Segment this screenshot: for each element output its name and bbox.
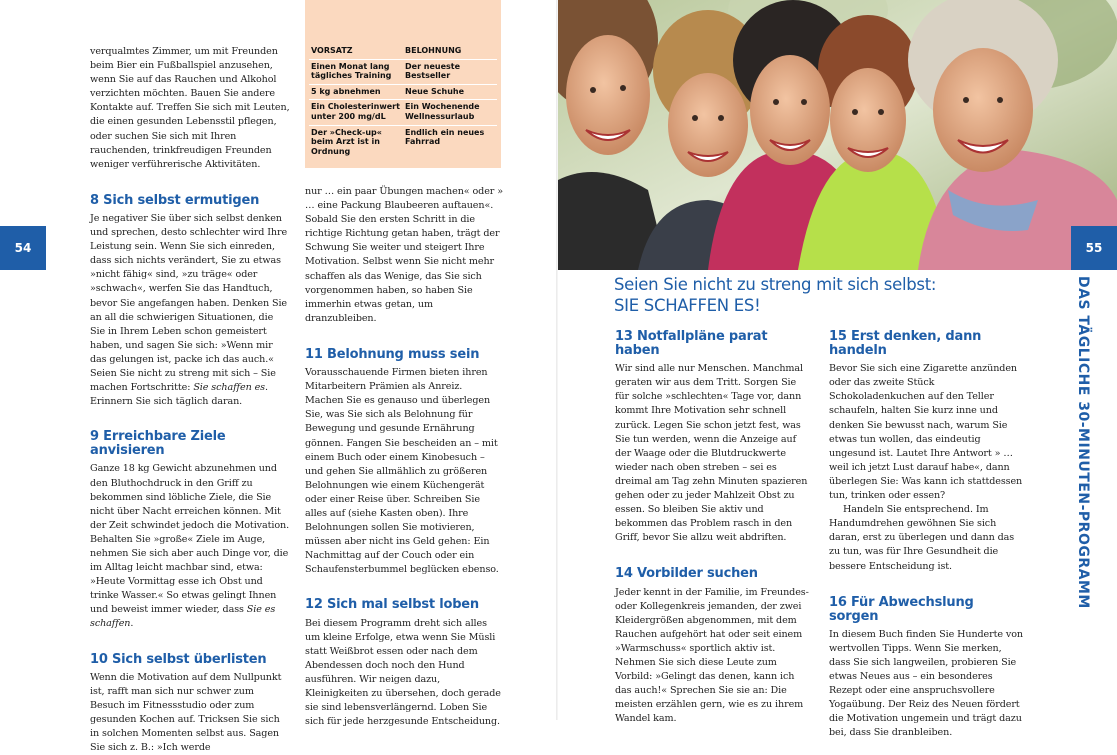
section-14-heading: 14 Vorbilder suchen [615,566,758,582]
continuation-paragraph: nur … ein paar Übungen machen« oder » … eine Packung Blaubeeren auftauen«. Sobald Sie den ersten Schritt in die richtige Richtung getan haben, trägt der Schwung Sie weiter und steigert Ihre Motivation. Selbst wenn Sie nicht mehr schaffen als das Wenige, das Sie sich vorgenommen haben, so haben Sie immerhin etwas getan, um dranzubleiben. [305,186,504,324]
chapter-title-text: DAS TÄGLICHE 30-MINUTEN-PROGRAMM [1075,276,1091,609]
table-row [309,125,497,159]
section-8-text: Je negativer Sie über sich selbst denken und sprechen, desto schlechter wird Ihre Leistung sein. Wenn Sie sich einreden, dass sich nichts verändert, Sie zu etwas »nicht fähig« sind, »zu träge« oder »schwach«, werfen Sie das Handtuch, bevor Sie angefangen haben. Denken Sie an all die schwierigen Situationen, die Sie in Ihrem Leben schon gemeistert haben, und sagen Sie sich: »Wenn mir das gelungen ist, packe ich das auch.« Seien Sie nicht zu streng mit sich – Sie machen Fortschritte: Sie schaffen es. Erinnern Sie sich täglich daran. [90,212,288,408]
section-13-text: Wir sind alle nur Menschen. Manchmal geraten wir aus dem Tritt. Sorgen Sie für solche »schlechten« Tage vor, dann kommt Ihre Motivation sehr schnell zurück. Legen Sie schon jetzt fest, was Sie tun werden, wenn die Anzeige auf der Waage oder die Blutdruckwerte wieder nach oben streben – sei es dreimal am Tag zehn Minuten spazieren gehen oder zu jeder Mahlzeit Obst zu essen. So bleiben Sie aktiv und bekommen das Problem rasch in den Griff, bevor Sie allzu weit abdriften. [615,363,808,544]
goal-cell: Der »Check-up« beim Arzt ist in Ordnung [311,127,382,156]
goal-cell: 5 kg abnehmen [309,84,403,100]
reward-cell: Ein Wochenende Wellnessurlaub [403,100,497,125]
section-10-text: Wenn die Motivation auf dem Nullpunkt ist, rafft man sich nur schwer zum Besuch im Fitnessstudio oder zum gesunden Kochen auf. Tricksen Sie sich in solchen Momenten selbst aus. Sagen Sie sich z. B.: »Ich werde [90,671,282,754]
table-row [309,59,497,84]
table-row [309,84,497,100]
section-12-text: Bei diesem Programm dreht sich alles um kleine Erfolge, etwa wenn Sie Müsli statt Weißbrot essen oder nach dem Abendessen doch noch den Hund ausführen. Wir neigen dazu, Kleinigkeiten zu übersehen, doch gerade sie sind lebensverlängernd. Loben Sie sich für jede herzgesunde Entscheidung. [305,617,501,728]
left-page [0,0,558,754]
section-15-heading: 15 Erst denken, dann handeln [829,329,982,359]
tagline-line-1: Seien Sie nicht zu streng mit sich selbst: [614,275,937,294]
goal-cell: Einen Monat lang tägliches Training [309,59,403,84]
section-11-text: Vorausschauende Firmen bieten ihren Mitarbeitern Prämien als Anreiz. Machen Sie es genauso und überlegen Sie, was Sie sich als Belohnung für Bewegung und gesunde Ernährung gönnen. Fangen Sie bescheiden an – mit einem Buch oder einem Kinobesuch – und gehen Sie allmählich zu größeren Belohnungen wie einem Küchengerät oder einer Reise über. Schreiben Sie alles auf (siehe Kasten oben). Ihre Belohnungen sollen Sie motivieren, müssen aber nicht ins Geld gehen: Ein Nachmittag auf der Couch oder ein Schaufensterbummel beglücken ebenso. [305,367,499,576]
section-15-text-2: Handeln Sie entsprechend. Im Handumdrehen gewöhnen Sie sich daran, erst zu überlegen und dann das zu tun, was für Ihre Gesundheit die bessere Entscheidung ist. [829,504,1015,572]
intro-paragraph: verqualmtes Zimmer, um mit Freunden beim Bier ein Fußballspiel anzusehen, wenn Sie auf das Rauchen und Alkohol verzichten möchten. Bauen Sie andere Kontakte auf. Treffen Sie sich mit Leuten, die einen gesunden Lebensstil pflegen, oder suchen Sie sich mit Ihren rauchenden, trinkfreudigen Freunden weniger verführerische Aktivitäten. [90,46,290,170]
section-16-text: In diesem Buch finden Sie Hunderte von wertvollen Tipps. Wenn Sie merken, dass Sie sich langweilen, probieren Sie etwas Neues aus – ein besonderes Rezept oder eine anspruchsvollere Yogaübung. Der Reiz des Neuen fördert die Motivation ungemein und trägt dazu bei, dass Sie dranbleiben. [829,628,1023,739]
reward-table [309,44,497,159]
section-16-heading: 16 Für Abwechslung sorgen [829,594,974,624]
section-8-heading: 8 Sich selbst ermutigen [90,192,260,208]
reward-cell: Endlich ein neues Fahrrad [405,127,485,147]
left-column-2 [305,185,503,729]
section-15-text: Bevor Sie sich eine Zigarette anzünden oder das zweite Stück Schokoladenkuchen auf den Teller schaufeln, halten Sie kurz inne und denken Sie bewusst nach, warum Sie etwas tun wollen, das eindeutig ungesund ist. Lautet Ihre Antwort » … weil ich jetzt Lust darauf habe«, dann überlegen Sie: Was kann ich stattdessen tun, trinken oder essen? [829,363,1023,502]
women-group-illustration [558,0,1117,270]
chapter-title-vertical [1075,276,1095,609]
tagline-line-2: SIE SCHAFFEN ES! [614,296,761,315]
right-page [558,0,1117,739]
section-14-text: Jeder kennt in der Familie, im Freundes- oder Kollegenkreis jemanden, der zwei Kleidergrößen abgenommen, mit dem Rauchen aufgehört hat oder seit einem »Warmschuss« sportlich aktiv ist. Nehmen Sie sich diese Leute zum Vorbild: »Gelingt das denen, kann ich das auch!« Sprechen Sie sie an: Die meisten erzählen gern, wie es zu ihrem Wandel kam. [615,586,809,725]
section-12-heading: 12 Sich mal selbst loben [305,597,479,613]
right-column-1 [615,330,811,726]
section-13-heading: 13 Notfallpläne parat haben [615,329,768,359]
section-11-heading: 11 Belohnung muss sein [305,346,480,362]
left-column-1 [90,45,290,755]
header-goal: VORSATZ [309,44,403,59]
group-photo [558,0,1117,270]
section-9-heading: 9 Erreichbare Ziele anvisieren [90,429,226,459]
section-9-text: Ganze 18 kg Gewicht abzunehmen und den Bluthochdruck in den Griff zu bekommen sind löbliche Ziele, die Sie nicht über Nacht erreichen können. Mit der Zeit schwindet jedoch die Motivation. Behalten Sie »große« Ziele im Auge, nehmen Sie sich aber auch Dinge vor, die im Alltag leicht machbar sind, etwa: »Heute Vormittag esse ich Obst und trinke Wasser.« So etwas gelingt Ihnen und beweist immer wieder, dass Sie es schaffen. [90,463,290,630]
section-10-heading: 10 Sich selbst überlisten [90,651,267,667]
reward-infobox [305,0,501,168]
page-number-right: 55 [1071,226,1117,270]
reward-table-header [309,44,497,59]
page-number-left: 54 [0,226,46,270]
header-reward: BELOHNUNG [403,44,497,59]
goal-cell: Ein Cholesterinwert unter 200 mg/dL [309,100,403,125]
reward-cell: Der neueste Bestseller [403,59,497,84]
right-column-2 [829,330,1025,741]
table-row [309,100,497,125]
reward-cell: Neue Schuhe [403,84,497,100]
tagline [614,274,954,316]
